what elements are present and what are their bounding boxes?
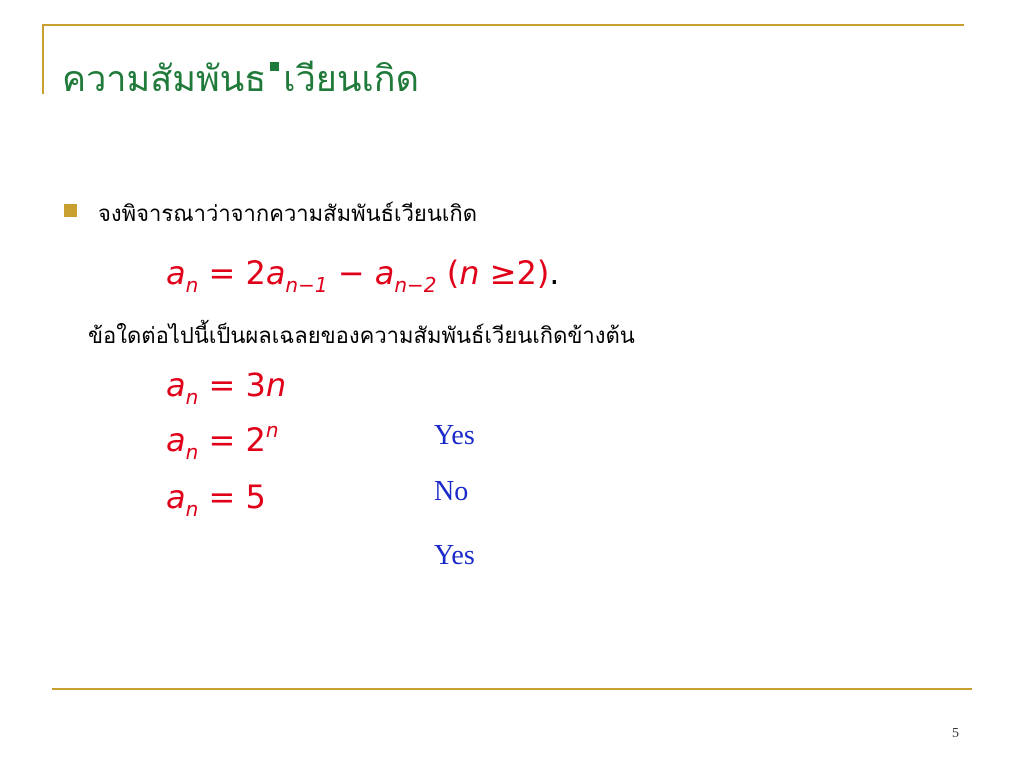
c3-sub: n bbox=[185, 497, 199, 521]
eq-sub-n-minus-1: n−1 bbox=[285, 273, 328, 297]
eq-sub-n: n bbox=[185, 273, 199, 297]
eq-var: a bbox=[166, 254, 186, 292]
eq-var-2: a bbox=[265, 254, 286, 292]
page-number: 5 bbox=[952, 726, 959, 741]
eq-coef: 2 bbox=[245, 254, 266, 292]
c2-var: a bbox=[166, 421, 186, 459]
eq-period: . bbox=[549, 254, 560, 292]
c3-num: 5 bbox=[245, 478, 266, 516]
answer-3: Yes bbox=[434, 540, 475, 571]
candidate-3 bbox=[166, 478, 266, 521]
bullet-square-icon bbox=[64, 204, 77, 217]
c2-sub: n bbox=[185, 440, 199, 464]
eq-cond-var: n bbox=[459, 254, 480, 292]
c1-equals: = bbox=[198, 366, 246, 404]
eq-sub-n-minus-2: n−2 bbox=[394, 273, 437, 297]
eq-cond-rest: ≥2) bbox=[479, 254, 550, 292]
candidate-1 bbox=[166, 366, 286, 409]
eq-minus: − bbox=[327, 254, 375, 292]
answer-2: No bbox=[434, 476, 469, 507]
title-separator-square bbox=[270, 62, 279, 71]
slide-title bbox=[62, 50, 419, 107]
c2-equals: = bbox=[198, 421, 246, 459]
c3-var: a bbox=[166, 478, 186, 516]
eq-cond-open: ( bbox=[436, 254, 460, 292]
c2-num: 2 bbox=[245, 421, 266, 459]
intro-text: จงพิจารณาว่าจากความสัมพันธ์เวียนเกิด bbox=[98, 202, 477, 227]
recurrence-equation bbox=[166, 254, 559, 297]
eq-var-3: a bbox=[374, 254, 395, 292]
c1-sub: n bbox=[185, 385, 199, 409]
c3-equals: = bbox=[198, 478, 246, 516]
question-text: ข้อใดต่อไปนี้เป็นผลเฉลยของความสัมพันธ์เวียนเกิดข้างต้น bbox=[88, 324, 635, 349]
bottom-border-line bbox=[52, 688, 972, 690]
c1-var: a bbox=[166, 366, 186, 404]
answer-1: Yes bbox=[434, 420, 475, 451]
left-border-line bbox=[42, 24, 44, 94]
top-border-line bbox=[42, 24, 964, 26]
title-left: ความสัมพันธ bbox=[62, 59, 267, 100]
c1-rhs-var: n bbox=[265, 366, 287, 404]
eq-equals: = bbox=[198, 254, 246, 292]
candidate-2 bbox=[166, 418, 279, 464]
c1-num: 3 bbox=[245, 366, 266, 404]
title-right: เวียนเกิด bbox=[283, 59, 419, 100]
c2-sup: n bbox=[265, 418, 279, 442]
